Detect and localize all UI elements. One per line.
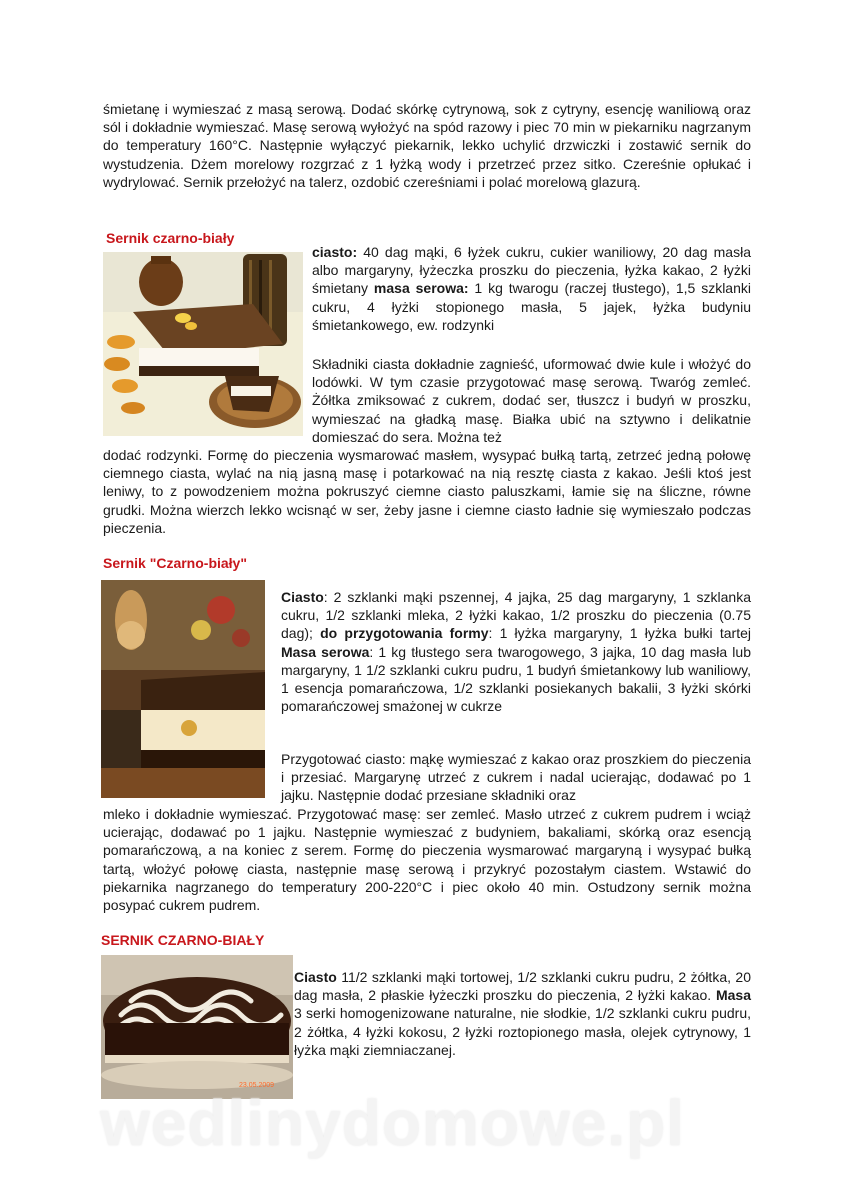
- recipe3-ciasto-label: Ciasto: [294, 969, 337, 985]
- recipe3-ingredients: [294, 968, 751, 1059]
- recipe3-masa-text: 3 serki homogenizowane naturalne, nie słodkie, 1/2 szklanki cukru pudru, 2 żółtka, 4 łyżki kokosu, 2 łyżki roztopionego masła, olejek cytrynowy, 1 łyżka mąki ziemniaczanej.: [294, 1005, 751, 1058]
- recipe2-forma-label: do przygotowania formy: [320, 625, 489, 642]
- recipe3-photo-date: 23.05.2009: [239, 1082, 275, 1089]
- recipe1-ciasto-label: ciasto:: [312, 244, 358, 260]
- intro-paragraph: śmietanę i wymieszać z masą serową. Dodać skórkę cytrynową, sok z cytryny, esencję waniliową oraz sól i dokładnie wymieszać. Masę serową wyłożyć na spód razowy i piec 70 min w piekarniku nagrzanym do temperatury 160°C. Następnie wyłączyć piekarnik, lekko uchylić drzwiczki i zostawić sernik do wystudzenia. Dżem morelowy rozgrzać z 1 łyżką wody i przetrzeć przez sitko. Czereśnie opłukać i wydrylować. Sernik przełożyć na talerz, ozdobić czereśniami i polać morelową glazurą.: [103, 101, 751, 190]
- recipe1-title: Sernik czarno-biały: [106, 230, 235, 246]
- recipe2-title: Sernik "Czarno-biały": [103, 555, 247, 571]
- recipe3-ciasto-text: 11/2 szklanki mąki tortowej, 1/2 szklanki cukru pudru, 2 żółtka, 20 dag masła, 2 płaskie łyżeczki proszku do pieczenia, 2 łyżki kakao.: [294, 969, 751, 1004]
- recipe1-masa-text: 1 kg twarogu (raczej tłustego), 1,5 szklanki cukru, 4 łyżki stopionego masła, 5 jajek, łyżka budyniu śmietankowego, ew. rodzynki: [312, 280, 751, 333]
- recipe2-ciasto-text: : 2 szklanki mąki pszennej, 4 jajka, 25 dag margaryny, 1 szklanka cukru, 1/2 szklanki mleka, 2 łyżki kakao, 1/2 proszku do pieczenia (0.75 dag);: [281, 589, 751, 642]
- recipe2-photo: [101, 580, 265, 798]
- recipe1-method-side: Składniki ciasta dokładnie zagnieść, uformować dwie kule i włożyć do lodówki. W tym czasie przygotować masę serową. Twaróg zemleć. Żółtka zmiksować z cukrem, dodać ser, tłuszcz i budyń w proszku, wymieszać na gładką masę. Białka ubić na sztywno i delikatnie domieszać do sera. Można też: [312, 356, 751, 445]
- recipe2-forma-text: : 1 łyżka margaryny, 1 łyżka bułki tartej: [488, 625, 751, 642]
- recipe1-masa-label: masa serowa:: [373, 280, 469, 297]
- recipe2-ciasto-label: Ciasto: [281, 589, 324, 605]
- recipe3-title: SERNIK CZARNO-BIAŁY: [101, 932, 265, 948]
- recipe2-masa-text: : 1 kg tłustego sera twarogowego, 3 jajka, 10 dag masła lub margaryny, 1 1/2 szklanki cukru pudru, 1 budyń śmietankowy lub waniliowy, 1 esencja pomarańczowa, 1/2 szklanki posiekanych bakalii, 3 łyżki skórki pomarańczowej smażonej w cukrze: [281, 643, 751, 715]
- recipe3-masa-label: Masa: [715, 987, 751, 1004]
- recipe1-ciasto-text: 40 dag mąki, 6 łyżek cukru, cukier waniliowy, 20 dag masła albo margaryny, łyżeczka proszku do pieczenia, łyżka kakao, 2 łyżki śmietany: [312, 244, 751, 297]
- recipe2-masa-label: Masa serowa: [281, 643, 370, 660]
- recipe1-photo: [103, 252, 303, 436]
- recipe3-photo: [101, 955, 293, 1099]
- recipe2-ingredients: [281, 588, 751, 715]
- site-watermark: wedlinydomowe.pl: [100, 1087, 685, 1159]
- recipe2-method-side: Przygotować ciasto: mąkę wymieszać z kakao oraz proszkiem do pieczenia i przesiać. Margarynę utrzeć z cukrem i nadal ucierając, dodawać po 1 jajku. Następnie dodać przesiane składniki oraz: [281, 751, 751, 804]
- recipe1-method-full: dodać rodzynki. Formę do pieczenia wysmarować masłem, wysypać bułką tartą, zetrzeć jedną połowę ciemnego ciasta, wylać na nią jasną masę i potarkować na nią resztę ciasta z kakao. Jeśli ktoś jest leniwy, to z powodzeniem można pokruszyć ciemne ciasto paluszkami, łamie się na śliczne, równe grudki. Można wierzch lekko wcisnąć w ser, żeby jasne i ciemne ciasto ładnie się wymieszało podczas pieczenia.: [103, 447, 751, 536]
- recipe2-method-full: mleko i dokładnie wymieszać. Przygotować masę: ser zemleć. Masło utrzeć z cukrem pudrem i wciąż ucierając, dodawać po 1 jajku. Następnie wymieszać z budyniem, bakaliami, skórką oraz esencją pomarańczową, a na koniec z serem. Formę do pieczenia wysmarować margaryną i wysypać bułką tartą, włożyć połowę ciasta, następnie masę serową i przykryć pozostałym ciastem. Wstawić do piekarnika nagrzanego do temperatury 200-220°C i piec około 40 min. Ostudzony sernik można posypać cukrem pudrem.: [103, 806, 751, 914]
- recipe1-ingredients: [312, 243, 751, 334]
